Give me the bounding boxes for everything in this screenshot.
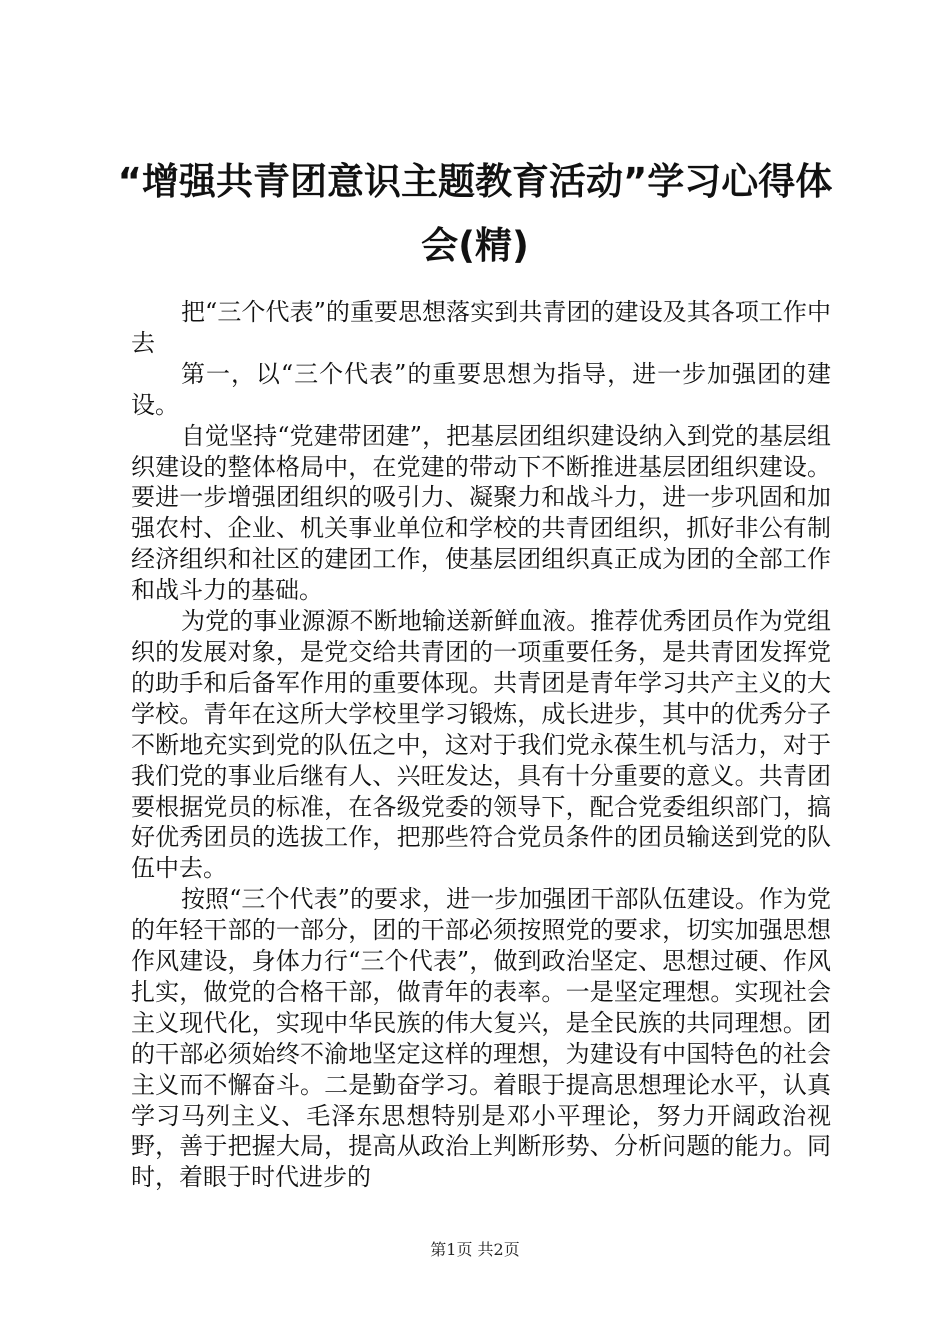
paragraph-3: 自觉坚持“党建带团建”，把基层团组织建设纳入到党的基层组织建设的整体格局中，在党建的带动下不断推进基层团组织建设。要进一步增强团组织的吸引力、凝聚力和战斗力，进一步巩固和加强农村、企业、机关事业单位和学校的共青团组织，抓好非公有制经济组织和社区的建团工作，使基层团组织真正成为团的全部工作和战斗力的基础。	[131, 421, 831, 605]
document-title-line-1: “增强共青团意识主题教育活动”学习心得体	[117, 160, 833, 203]
paragraph-1: 把“三个代表”的重要思想落实到共青团的建设及其各项工作中去	[131, 298, 831, 357]
paragraph-4: 为党的事业源源不断地输送新鲜血液。推荐优秀团员作为党组织的发展对象，是党交给共青团的一项重要任务，是共青团发挥党的助手和后备军作用的重要体现。共青团是青年学习共产主义的大学校。青年在这所大学校里学习锻炼，成长进步，其中的优秀分子不断地充实到党的队伍之中，这对于我们党永葆生机与活力，对于我们党的事业后继有人、兴旺发达，具有十分重要的意义。共青团要根据党员的标准，在各级党委的领导下，配合党委组织部门，搞好优秀团员的选拔工作，把那些符合党员条件的团员输送到党的队伍中去。	[131, 607, 831, 883]
document-title-line-2: 会(精)	[421, 224, 529, 267]
page-indicator: 第1页 共2页	[430, 1240, 520, 1259]
paragraph-5: 按照“三个代表”的要求，进一步加强团干部队伍建设。作为党的年轻干部的一部分，团的干部必须按照党的要求，切实加强思想作风建设，身体力行“三个代表”，做到政治坚定、思想过硬、作风扎实，做党的合格干部，做青年的表率。一是坚定理想。实现社会主义现代化，实现中华民族的伟大复兴，是全民族的共同理想。团的干部必须始终不渝地坚定这样的理想，为建设有中国特色的社会主义而不懈奋斗。二是勤奋学习。着眼于提高思想理论水平，认真学习马列主义、毛泽东思想特别是邓小平理论，努力开阔政治视野，善于把握大局，提高从政治上判断形势、分析问题的能力。同时，着眼于时代进步的	[131, 885, 831, 1192]
paragraph-2: 第一，以“三个代表”的重要思想为指导，进一步加强团的建设。	[131, 359, 831, 419]
page-footer	[0, 1240, 950, 1260]
document-body	[131, 297, 831, 1193]
